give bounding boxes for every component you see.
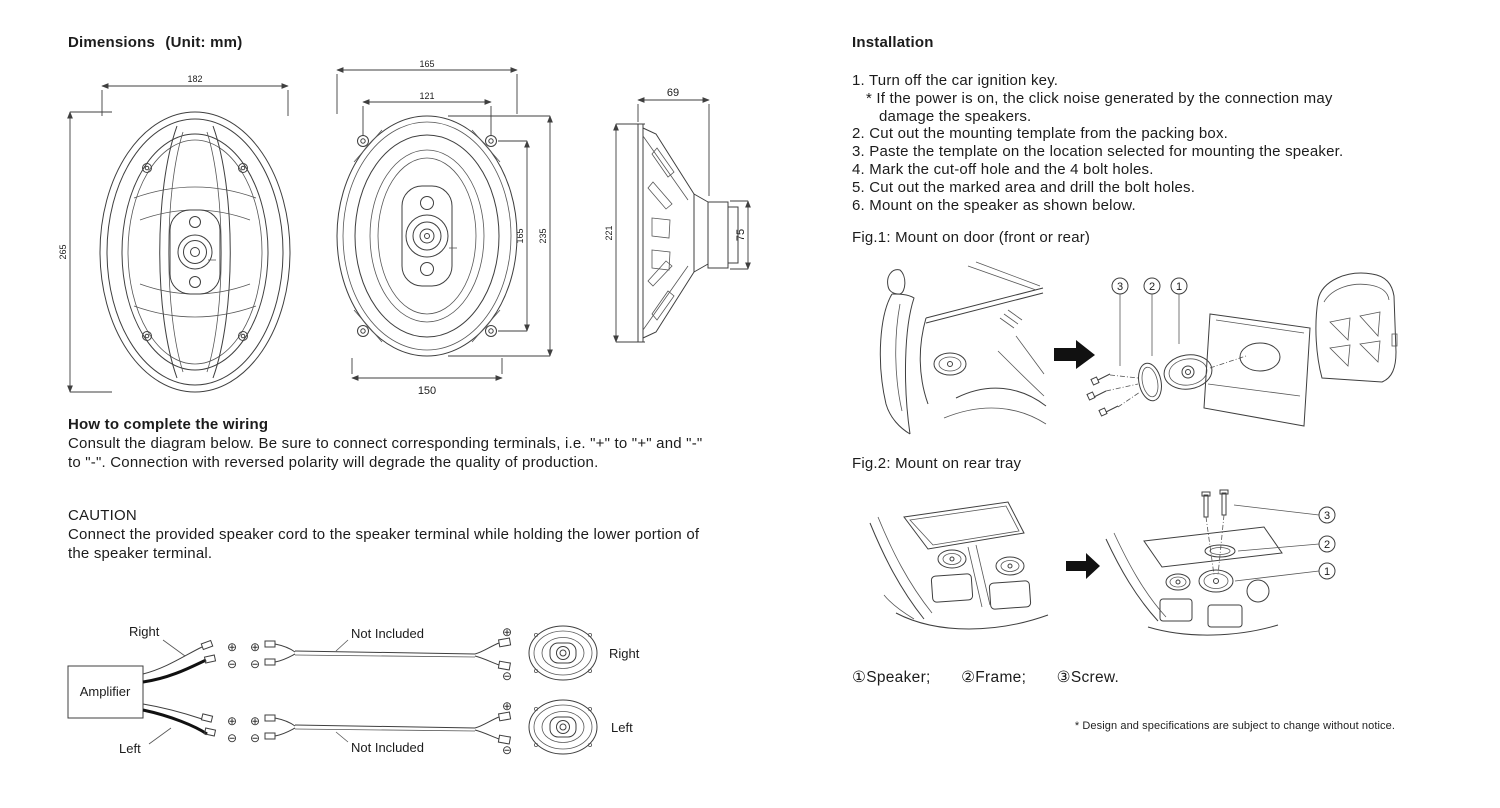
front-view-drawing <box>330 56 608 406</box>
dim-depth-label: 69 <box>666 87 680 99</box>
minus-symbol: ⊖ <box>249 657 261 671</box>
rear-tray-sketch <box>870 502 1048 629</box>
not-included-bottom-label: Not Included <box>351 740 424 755</box>
callout-3: 3 <box>1323 510 1331 522</box>
arrow-icon <box>1054 340 1095 369</box>
install-step-note: damage the speakers. <box>879 107 1032 125</box>
speaker-front-art <box>337 116 517 356</box>
side-view-drawing <box>596 76 784 381</box>
fig1-illustration <box>848 256 1404 452</box>
install-step: 4. Mark the cut-off hole and the 4 bolt holes. <box>852 160 1154 178</box>
fig1-caption: Fig.1: Mount on door (front or rear) <box>852 229 1091 246</box>
legend-screw: ③Screw. <box>1056 669 1120 686</box>
arrow-icon <box>1066 553 1100 579</box>
legend-speaker: ①Speaker; <box>852 669 931 686</box>
plus-symbol: ⊕ <box>249 640 261 654</box>
installation-title: Installation <box>852 34 934 51</box>
dim-bolt-width-label: 121 <box>419 91 435 101</box>
dim-side-height-label: 221 <box>604 225 614 241</box>
minus-symbol: ⊖ <box>226 731 238 745</box>
dimensions-unit-text: (Unit: mm) <box>165 34 243 51</box>
car-interior-sketch <box>880 262 1046 434</box>
fig1-callouts <box>1112 278 1187 366</box>
dimensions-title <box>68 34 242 51</box>
legend-frame: ②Frame; <box>961 669 1027 686</box>
exploded-assembly-sketch <box>1087 273 1397 426</box>
wiring-body: Consult the diagram below. Be sure to connect corresponding terminals, i.e. "+" to "+" and "-" to "-". Connection with reversed polarity will degrade the quality of production. <box>68 435 703 471</box>
minus-symbol: ⊖ <box>501 669 513 683</box>
dim-outer-height-label: 235 <box>538 228 548 244</box>
minus-symbol: ⊖ <box>249 731 261 745</box>
plus-symbol: ⊕ <box>226 714 238 728</box>
minus-symbol: ⊖ <box>226 657 238 671</box>
dim-cutout-width-label: 150 <box>417 385 437 397</box>
caution-title: CAUTION <box>68 507 137 524</box>
install-step-note: * If the power is on, the click noise generated by the connection may <box>866 89 1333 107</box>
left-speaker-label: Left <box>611 720 633 735</box>
install-step: 1. Turn off the car ignition key. <box>852 72 1059 89</box>
callout-2: 2 <box>1323 539 1331 551</box>
fig2-callouts <box>1234 505 1335 581</box>
callout-2: 2 <box>1148 281 1156 293</box>
right-speaker-art <box>529 626 597 680</box>
plus-symbol: ⊕ <box>249 714 261 728</box>
right-speaker-label: Right <box>609 646 640 661</box>
callout-1: 1 <box>1323 566 1331 578</box>
plus-symbol: ⊕ <box>501 625 513 639</box>
speaker-grille-art <box>100 112 290 392</box>
install-step: 5. Cut out the marked area and drill the bolt holes. <box>852 178 1196 196</box>
callout-1: 1 <box>1175 281 1183 293</box>
front-view-grille-drawing <box>56 70 328 405</box>
dimensions-title-text: Dimensions <box>68 34 156 51</box>
dim-width-label: 182 <box>187 74 203 84</box>
plus-symbol: ⊕ <box>226 640 238 654</box>
parts-legend <box>852 668 1145 687</box>
install-step: 2. Cut out the mounting template from the packing box. <box>852 125 1229 143</box>
dim-magnet-label: 75 <box>735 228 747 242</box>
right-wire-label: Right <box>129 624 160 639</box>
dimension-lines <box>337 70 550 378</box>
install-step: 6. Mount on the speaker as shown below. <box>852 196 1136 214</box>
left-wire-label: Left <box>119 741 141 756</box>
dim-height-label: 265 <box>58 244 68 260</box>
speaker-side-art <box>636 124 738 342</box>
left-speaker-art <box>529 700 597 754</box>
dim-outer-width-label: 165 <box>419 59 435 69</box>
dim-bolt-height-label: 165 <box>515 228 525 244</box>
fig2-caption: Fig.2: Mount on rear tray <box>852 455 1022 472</box>
dimension-lines <box>70 86 288 392</box>
callout-3: 3 <box>1116 281 1124 293</box>
amplifier-label: Amplifier <box>79 684 131 699</box>
install-step: 3. Paste the template on the location selected for mounting the speaker. <box>852 143 1344 161</box>
wiring-title: How to complete the wiring <box>68 416 269 433</box>
caution-body: Connect the provided speaker cord to the speaker terminal while holding the lower portion of the speaker terminal. <box>68 526 700 562</box>
rear-tray-mounted-sketch <box>1106 490 1282 635</box>
not-included-top-label: Not Included <box>351 626 424 641</box>
wiring-diagram <box>55 596 690 796</box>
installation-steps <box>852 72 1343 214</box>
minus-symbol: ⊖ <box>501 743 513 757</box>
footnote: * Design and specifications are subject to change without notice. <box>1074 720 1395 732</box>
plus-symbol: ⊕ <box>501 699 513 713</box>
fig2-illustration <box>848 487 1404 645</box>
